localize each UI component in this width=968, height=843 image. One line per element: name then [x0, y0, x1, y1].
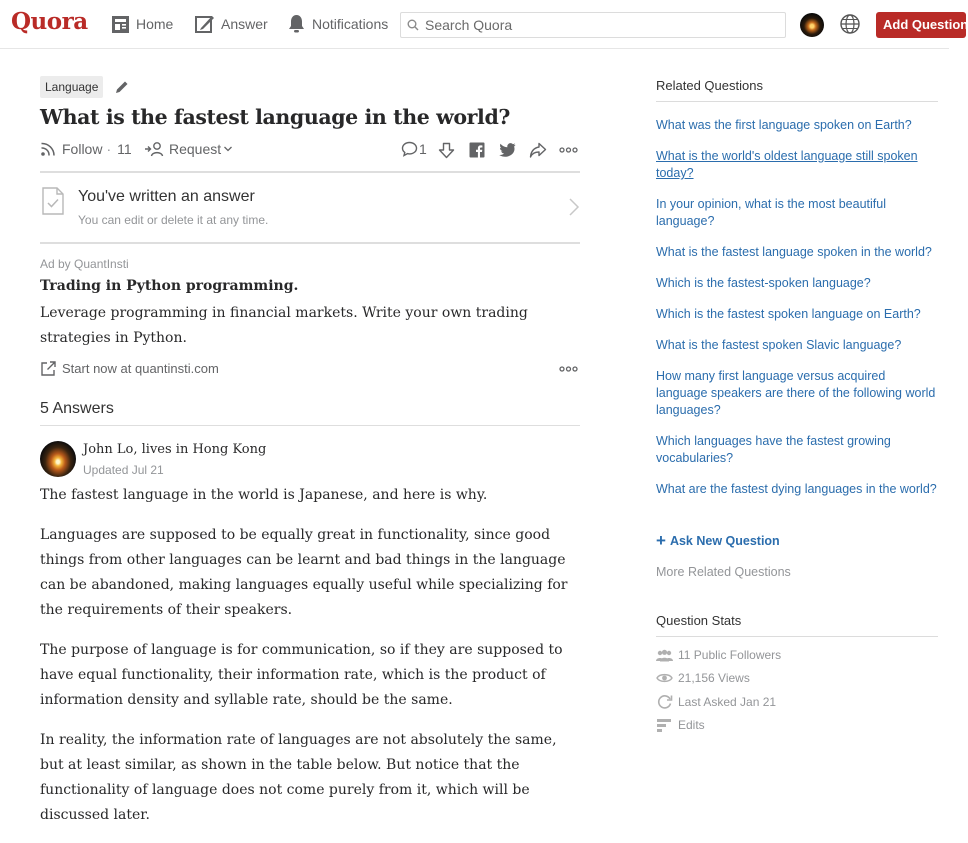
- comment-button[interactable]: [401, 141, 427, 157]
- related-question-link[interactable]: Which is the fastest spoken language on Earth?: [656, 307, 921, 321]
- user-avatar[interactable]: [800, 13, 824, 37]
- request-label: Request: [169, 141, 222, 157]
- external-link-icon: [40, 360, 57, 377]
- related-questions-list: [656, 117, 938, 512]
- search-input[interactable]: [425, 17, 765, 33]
- stat-edits-label: Edits: [678, 718, 705, 732]
- nav-home[interactable]: [111, 12, 173, 36]
- stat-views: [656, 671, 750, 685]
- nav-answer[interactable]: [195, 12, 268, 36]
- search-icon: [407, 19, 419, 31]
- stat-followers-label: 11 Public Followers: [678, 648, 782, 662]
- ad-more-options-icon[interactable]: [559, 366, 578, 372]
- chevron-right-icon: [568, 197, 580, 217]
- search-box[interactable]: [400, 12, 786, 38]
- related-question-link[interactable]: Which is the fastest-spoken language?: [656, 276, 871, 290]
- request-button[interactable]: [144, 141, 238, 157]
- divider: [656, 101, 938, 102]
- comment-count: 1: [419, 141, 427, 157]
- answer-paragraph: The fastest language in the world is Japanese, and here is why.: [40, 487, 488, 503]
- related-question-link[interactable]: What was the first language spoken on Earth?: [656, 118, 912, 132]
- related-question-link[interactable]: What is the world's oldest language still spoken today?: [656, 149, 918, 180]
- share-arrow-icon[interactable]: [529, 142, 547, 159]
- ad-link-label: Start now at quantinsti.com: [62, 361, 219, 376]
- answer-paragraph: Languages are supposed to be equally great in functionality, since good things from other languages can be learnt and bad things in the language can be abandoned, making languages equally useful while specializing for the requirements of their speakers.: [40, 527, 568, 618]
- request-person-icon: [144, 141, 164, 157]
- nav-answer-label: Answer: [221, 16, 268, 32]
- written-answer-subtitle: You can edit or delete it at any time.: [78, 213, 269, 227]
- nav-home-label: Home: [136, 16, 174, 32]
- edits-log-icon: [656, 718, 673, 732]
- topic-row: [40, 76, 129, 98]
- related-question-link[interactable]: What are the fastest dying languages in the world?: [656, 482, 937, 496]
- document-check-icon: [42, 187, 64, 215]
- stat-last-asked-label: Last Asked Jan 21: [678, 694, 777, 709]
- follow-count: 11: [117, 141, 132, 157]
- ask-new-question-label: Ask New Question: [669, 534, 780, 548]
- ask-new-question-link[interactable]: [656, 531, 780, 550]
- eye-icon: [656, 672, 673, 684]
- answer-paragraph: The purpose of language is for communication, so if they are supposed to have equal functionality, their information rate, which is the product of information density and syllable rate, should be the same.: [40, 642, 563, 708]
- topic-chip[interactable]: Language: [40, 76, 103, 98]
- bell-icon: [287, 14, 306, 34]
- home-icon: [111, 15, 130, 34]
- answer-paragraph: In reality, the information rate of languages are not absolutely the same, but at least similar, as shown in the table below. But notice that the functionality of language does not come purely from it, which will be discussed later.: [40, 732, 557, 823]
- related-question-link[interactable]: What is the fastest spoken Slavic language?: [656, 338, 902, 352]
- answer-pencil-icon: [195, 14, 215, 34]
- stat-followers[interactable]: [656, 648, 781, 662]
- ad-sponsor-label: Ad by QuantInsti: [40, 257, 129, 271]
- author-avatar[interactable]: [40, 441, 76, 477]
- top-nav-bar: [0, 0, 968, 49]
- nav-notifications-label: Notifications: [312, 16, 389, 32]
- author-credential[interactable]: John Lo, lives in Hong Kong: [83, 442, 267, 457]
- quora-logo[interactable]: Quora: [11, 8, 88, 35]
- more-options-icon[interactable]: [559, 147, 578, 153]
- chevron-down-icon: [223, 145, 233, 153]
- answers-count-heading: 5 Answers: [40, 400, 114, 417]
- related-question-link[interactable]: How many first language versus acquired language speakers are there of the following world languages?: [656, 369, 936, 417]
- divider: [656, 636, 938, 637]
- related-question-link[interactable]: In your opinion, what is the most beautiful language?: [656, 197, 886, 228]
- stat-last-asked: [656, 694, 776, 709]
- divider: [40, 425, 580, 426]
- add-question-button[interactable]: Add Question: [876, 12, 966, 38]
- question-stats-heading: Question Stats: [656, 613, 742, 628]
- follow-button[interactable]: Follow · 11: [40, 141, 132, 157]
- facebook-icon[interactable]: [469, 142, 485, 158]
- question-title: What is the fastest language in the world?: [40, 105, 510, 129]
- comment-bubble-icon: [401, 141, 418, 157]
- globe-icon[interactable]: [839, 13, 861, 35]
- more-related-questions-link[interactable]: More Related Questions: [656, 565, 791, 579]
- related-questions-heading: Related Questions: [656, 78, 763, 93]
- ad-body-text: Leverage programming in financial markets. Write your own trading strategies in Python.: [40, 305, 528, 346]
- divider: [40, 242, 580, 244]
- follow-label: Follow: [62, 141, 103, 157]
- downvote-arrow-icon[interactable]: [438, 142, 455, 159]
- twitter-icon[interactable]: [499, 143, 516, 157]
- answer-body: [40, 483, 580, 843]
- ad-title[interactable]: Trading in Python programming.: [40, 278, 299, 294]
- answer-updated-date[interactable]: Updated Jul 21: [83, 463, 164, 477]
- question-action-bar: [40, 141, 580, 161]
- stat-views-label: 21,156 Views: [678, 671, 750, 685]
- written-answer-title: You've written an answer: [78, 188, 255, 205]
- edit-topics-pencil-icon[interactable]: [115, 80, 129, 94]
- related-question-link[interactable]: What is the fastest language spoken in the world?: [656, 245, 932, 259]
- people-icon: [656, 649, 673, 662]
- stat-edits[interactable]: [656, 718, 705, 732]
- written-answer-notice[interactable]: [40, 173, 580, 243]
- related-question-link[interactable]: Which languages have the fastest growing vocabularies?: [656, 434, 891, 465]
- plus-icon: +: [656, 531, 666, 550]
- follow-rss-icon: [40, 142, 57, 157]
- ad-link[interactable]: [40, 360, 219, 377]
- nav-notifications[interactable]: [287, 12, 388, 36]
- refresh-icon: [656, 694, 673, 709]
